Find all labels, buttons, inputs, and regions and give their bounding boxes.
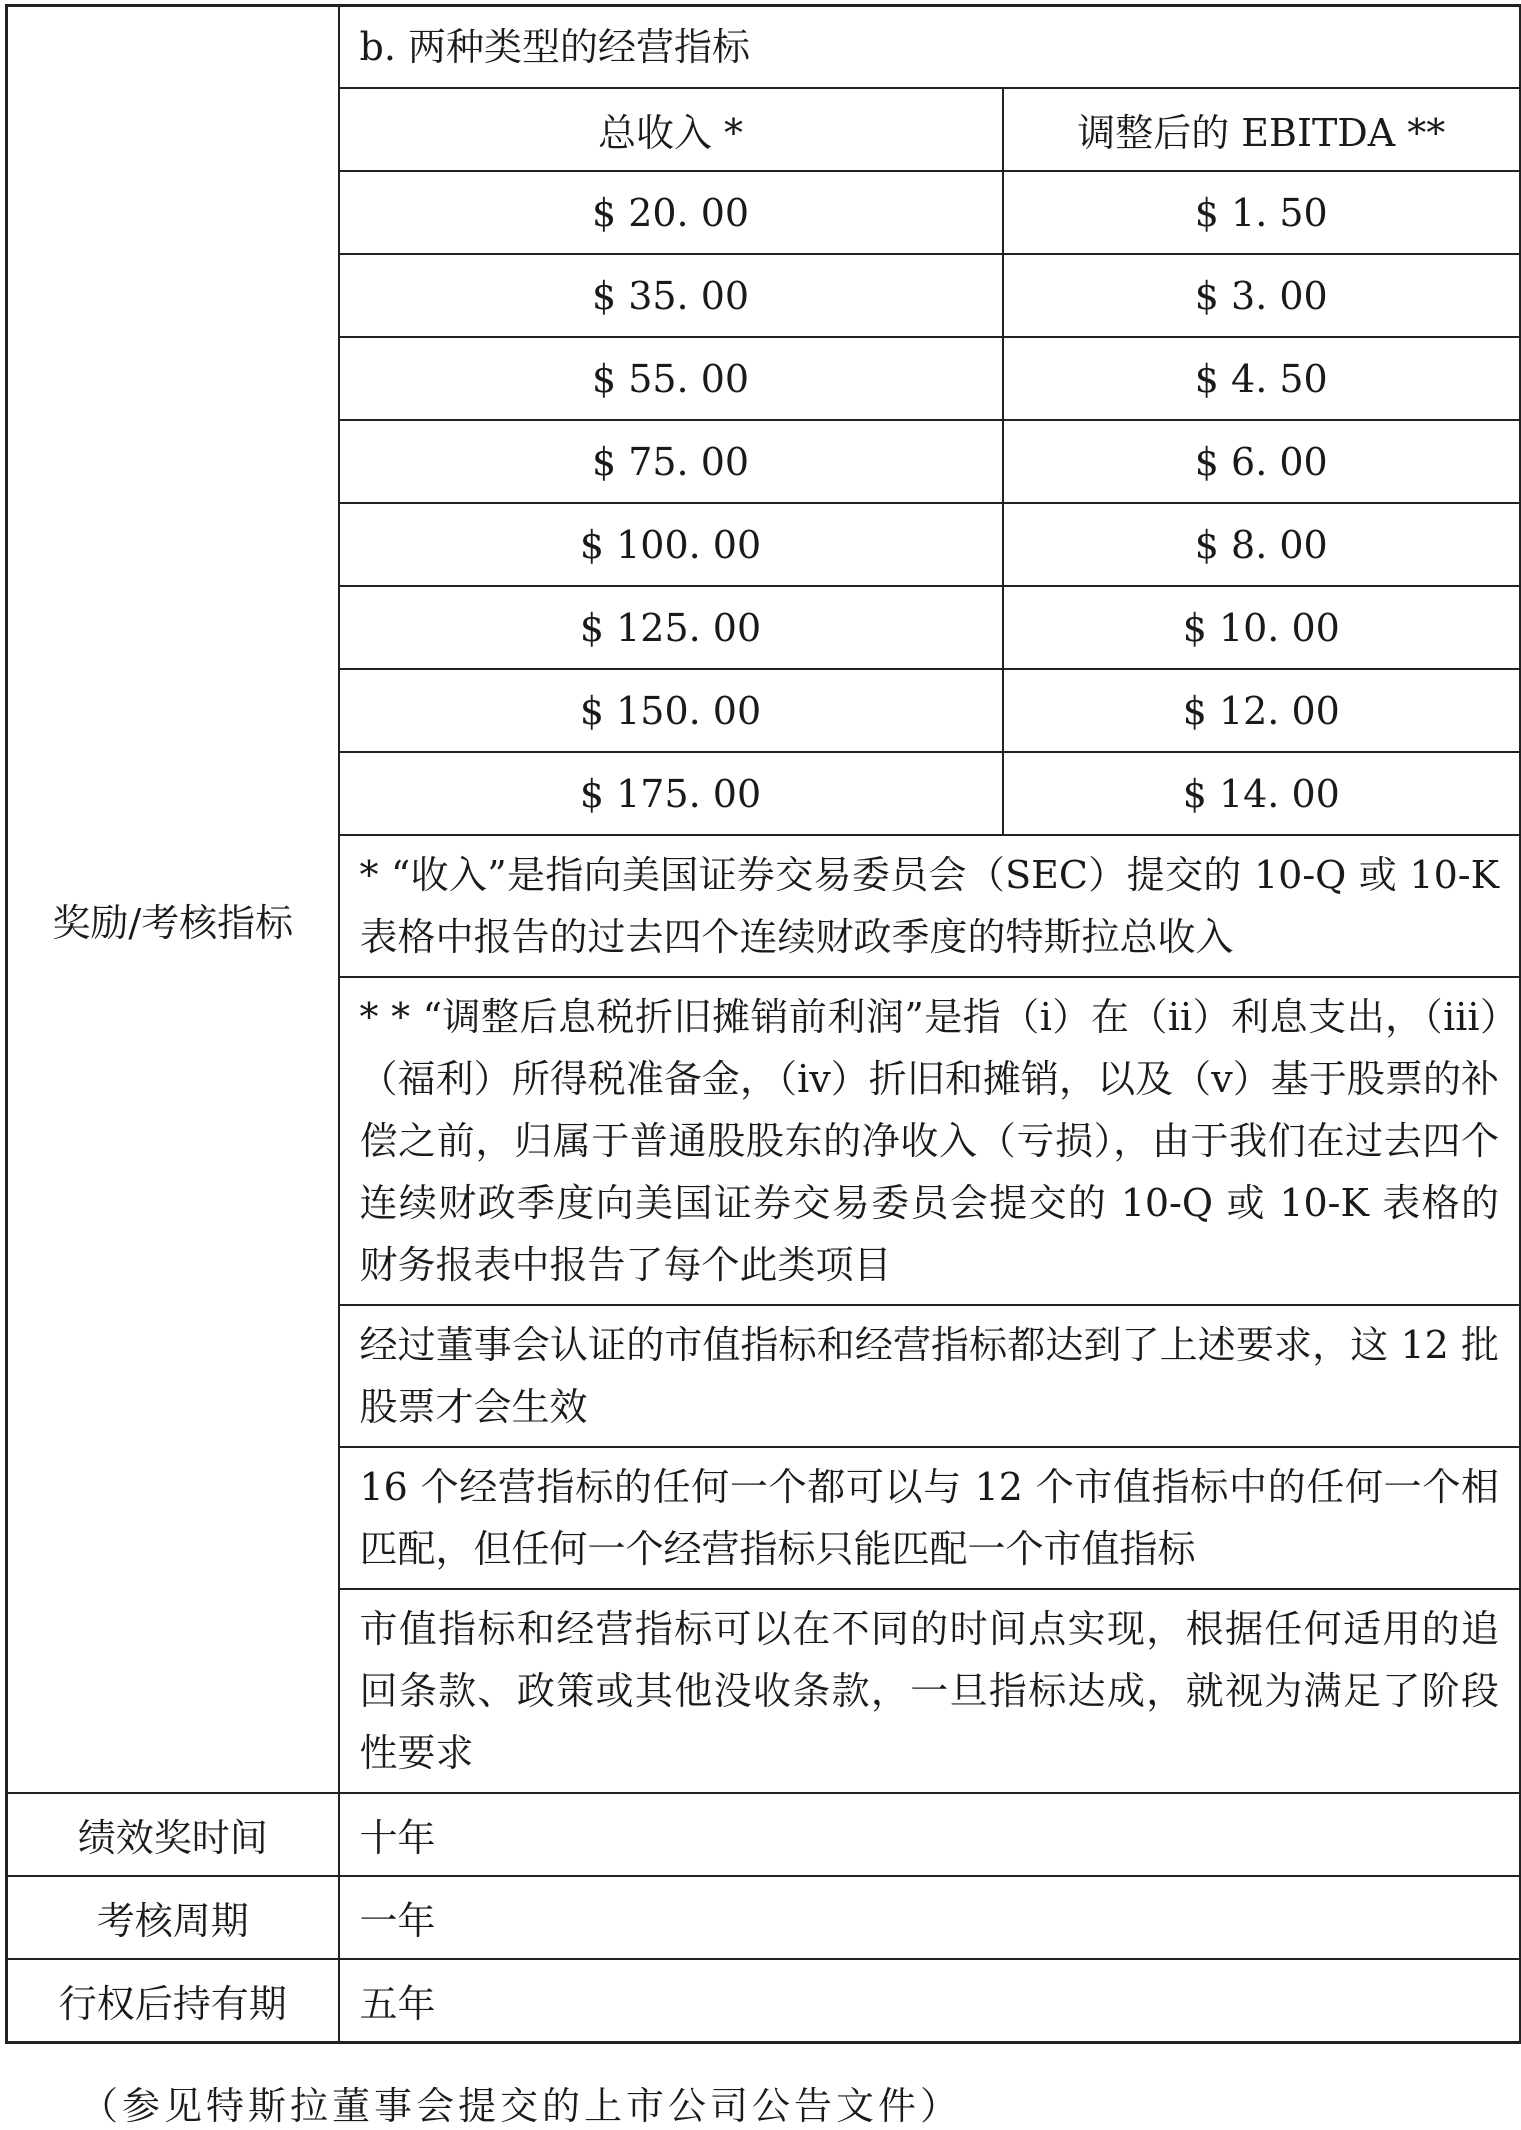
ebitda-cell: $ 1. 50 xyxy=(1003,171,1521,254)
row-value: 十年 xyxy=(339,1793,1521,1876)
table-row xyxy=(7,1959,1521,2043)
ebitda-cell: $ 6. 00 xyxy=(1003,420,1521,503)
revenue-cell: $ 35. 00 xyxy=(339,254,1003,337)
row-value: 五年 xyxy=(339,1959,1521,2043)
incentive-table xyxy=(5,4,1521,2044)
table-row xyxy=(7,1793,1521,1876)
note-metric-matching: 16 个经营指标的任何一个都可以与 12 个市值指标中的任何一个相匹配，但任何一个经营指标只能匹配一个市值指标 xyxy=(339,1447,1521,1589)
table-row xyxy=(7,1876,1521,1959)
revenue-cell: $ 150. 00 xyxy=(339,669,1003,752)
revenue-cell: $ 175. 00 xyxy=(339,752,1003,835)
ebitda-cell: $ 12. 00 xyxy=(1003,669,1521,752)
revenue-cell: $ 75. 00 xyxy=(339,420,1003,503)
metrics-subtitle-row xyxy=(7,6,1521,89)
metrics-subtitle: b. 两种类型的经营指标 xyxy=(339,6,1521,89)
revenue-cell: $ 125. 00 xyxy=(339,586,1003,669)
revenue-cell: $ 55. 00 xyxy=(339,337,1003,420)
header-total-revenue: 总收入 * xyxy=(339,88,1003,171)
metrics-label: 奖励/考核指标 xyxy=(52,901,294,945)
ebitda-cell: $ 8. 00 xyxy=(1003,503,1521,586)
header-adjusted-ebitda: 调整后的 EBITDA ** xyxy=(1003,88,1521,171)
note-vesting-condition: 经过董事会认证的市值指标和经营指标都达到了上述要求，这 12 批股票才会生效 xyxy=(339,1305,1521,1447)
row-value: 一年 xyxy=(339,1876,1521,1959)
ebitda-cell: $ 10. 00 xyxy=(1003,586,1521,669)
row-label: 考核周期 xyxy=(7,1876,339,1959)
note-milestone-timing: 市值指标和经营指标可以在不同的时间点实现，根据任何适用的追回条款、政策或其他没收条款，一旦指标达成，就视为满足了阶段性要求 xyxy=(339,1589,1521,1793)
ebitda-cell: $ 4. 50 xyxy=(1003,337,1521,420)
source-note: （参见特斯拉董事会提交的上市公司公告文件） xyxy=(80,2084,963,2128)
ebitda-cell: $ 3. 00 xyxy=(1003,254,1521,337)
metrics-label-cell xyxy=(7,6,339,1794)
note-ebitda-definition: * * “调整后息税折旧摊销前利润”是指（i）在（ii）利息支出，（iii）（福利）所得税准备金，（iv）折旧和摊销，以及（v）基于股票的补偿之前，归属于普通股股东的净收入（亏损），由于我们在过去四个连续财政季度向美国证券交易委员会提交的 10-Q 或 10-K 表格的财务报表中报告了每个此类项目 xyxy=(339,977,1521,1305)
row-label: 绩效奖时间 xyxy=(7,1793,339,1876)
ebitda-cell: $ 14. 00 xyxy=(1003,752,1521,835)
revenue-cell: $ 20. 00 xyxy=(339,171,1003,254)
note-revenue-definition: * “收入”是指向美国证券交易委员会（SEC）提交的 10-Q 或 10-K 表格中报告的过去四个连续财政季度的特斯拉总收入 xyxy=(339,835,1521,977)
row-label: 行权后持有期 xyxy=(7,1959,339,2043)
revenue-cell: $ 100. 00 xyxy=(339,503,1003,586)
